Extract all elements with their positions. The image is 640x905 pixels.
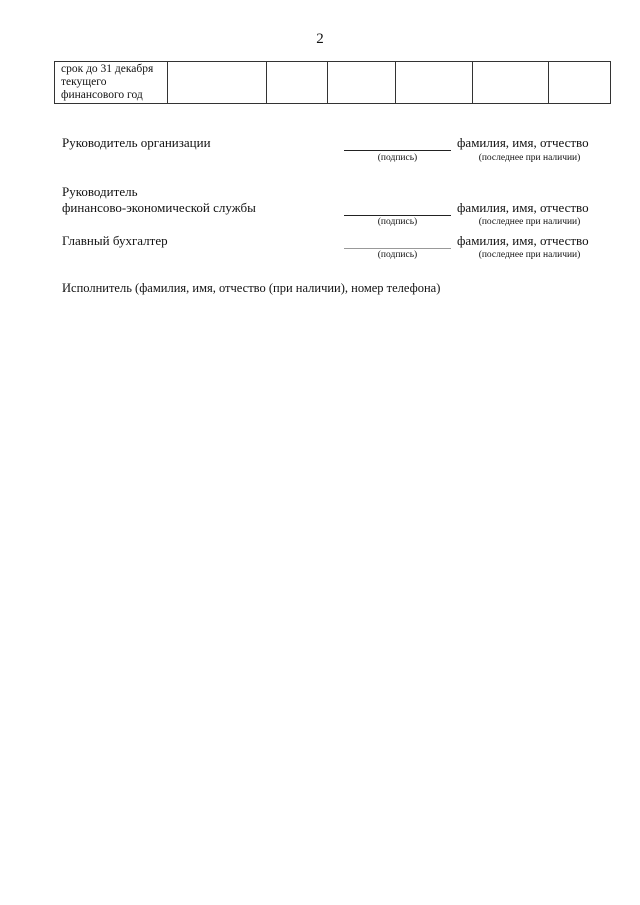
role-label: Руководитель bbox=[62, 184, 138, 199]
executor-line: Исполнитель (фамилия, имя, отчество (при наличии), номер телефона) bbox=[62, 281, 441, 295]
role-label: Руководитель организации bbox=[62, 135, 211, 150]
signature-line bbox=[344, 150, 451, 151]
fio-label: фамилия, имя, отчество bbox=[457, 233, 589, 248]
fio-label: фамилия, имя, отчество bbox=[457, 200, 589, 215]
table-cell bbox=[328, 62, 396, 104]
fio-caption: (последнее при наличии) bbox=[478, 217, 581, 227]
fio-caption: (последнее при наличии) bbox=[478, 250, 581, 260]
sign-caption: (подпись) bbox=[377, 153, 418, 163]
table-cell bbox=[168, 62, 267, 104]
fio-caption: (последнее при наличии) bbox=[478, 153, 581, 163]
table-cell bbox=[267, 62, 328, 104]
sign-caption: (подпись) bbox=[377, 250, 418, 260]
period-line: финансового год bbox=[61, 89, 143, 101]
period-line: текущего bbox=[61, 76, 107, 88]
period-line: срок до 31 декабря bbox=[61, 63, 154, 75]
table-cell bbox=[549, 62, 611, 104]
table-row bbox=[55, 62, 611, 104]
role-label: Главный бухгалтер bbox=[62, 233, 168, 248]
table-cell bbox=[473, 62, 549, 104]
page-number: 2 bbox=[316, 31, 324, 47]
fio-label: фамилия, имя, отчество bbox=[457, 135, 589, 150]
table-cell bbox=[396, 62, 473, 104]
continuation-table bbox=[54, 61, 611, 104]
signature-line bbox=[344, 215, 451, 216]
table-cell-period bbox=[55, 62, 168, 104]
sign-caption: (подпись) bbox=[377, 217, 418, 227]
signature-line bbox=[344, 248, 451, 249]
role-label: финансово-экономической службы bbox=[62, 200, 256, 215]
